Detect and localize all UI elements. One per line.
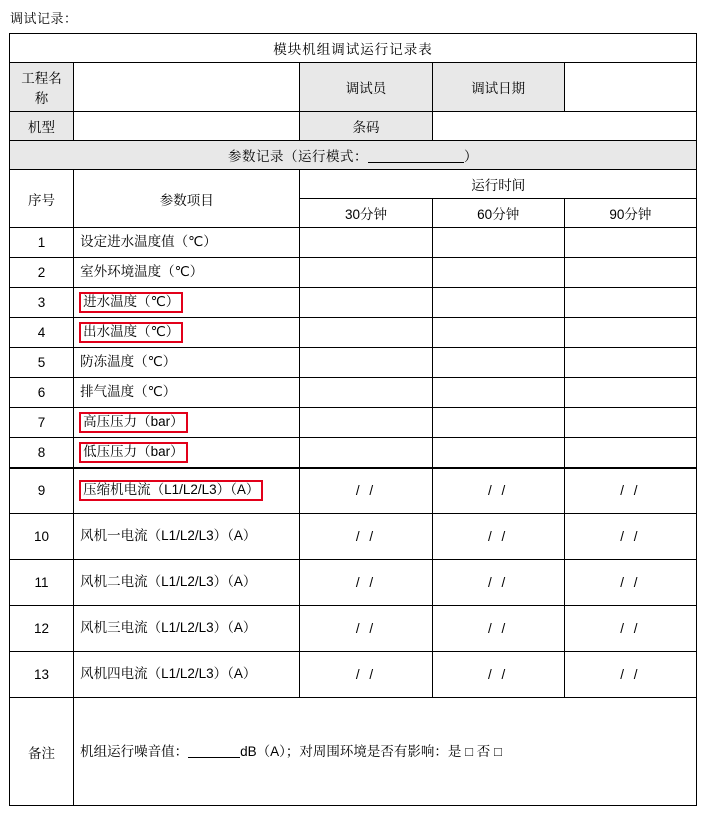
document-title-row <box>10 34 697 63</box>
project-name-field[interactable] <box>74 63 300 112</box>
row-value-60[interactable] <box>432 288 564 318</box>
row-item-label <box>74 652 300 698</box>
remark-content <box>74 698 697 806</box>
row-value-60[interactable] <box>432 318 564 348</box>
row-value-90[interactable]: / / <box>564 514 696 560</box>
row-item-text-highlighted: 出水温度（℃） <box>80 323 182 342</box>
row-item-text: 风机一电流（L1/L2/L3）（A） <box>80 528 257 544</box>
row-item-label <box>74 606 300 652</box>
row-no: 10 <box>10 514 74 560</box>
row-item-text: 风机四电流（L1/L2/L3）（A） <box>80 666 257 682</box>
row-value-90[interactable] <box>564 438 696 468</box>
row-value-90[interactable] <box>564 258 696 288</box>
impact-no-checkbox[interactable]: □ <box>494 743 502 759</box>
row-value-90[interactable] <box>564 348 696 378</box>
debug-record-table <box>9 33 697 806</box>
row-item-text: 风机三电流（L1/L2/L3）（A） <box>80 620 257 636</box>
row-value-60[interactable] <box>432 378 564 408</box>
header-row-1 <box>10 63 697 112</box>
row-item-label <box>74 378 300 408</box>
row-value-90[interactable] <box>564 408 696 438</box>
parameter-section-bar <box>10 141 697 170</box>
row-item-text-highlighted: 进水温度（℃） <box>80 293 182 312</box>
noise-value-blank[interactable] <box>188 757 240 758</box>
row-value-90[interactable]: / / <box>564 652 696 698</box>
row-value-30[interactable]: / / <box>300 652 432 698</box>
row-value-60[interactable] <box>432 348 564 378</box>
date-field[interactable] <box>564 63 696 112</box>
row-value-60[interactable]: / / <box>432 514 564 560</box>
row-item-label <box>74 560 300 606</box>
table-row <box>10 606 697 652</box>
row-value-60[interactable] <box>432 438 564 468</box>
row-value-90[interactable] <box>564 288 696 318</box>
row-item-label <box>74 438 300 468</box>
row-item-text: 室外环境温度（℃） <box>80 264 204 280</box>
row-value-90[interactable]: / / <box>564 606 696 652</box>
row-item-label <box>74 228 300 258</box>
remark-row <box>10 698 697 806</box>
row-value-30[interactable]: / / <box>300 560 432 606</box>
row-item-text: 设定进水温度值（℃） <box>80 234 217 250</box>
row-no: 8 <box>10 438 74 468</box>
header-row-2 <box>10 112 697 141</box>
table-row <box>10 560 697 606</box>
row-item-label <box>74 348 300 378</box>
row-item-text: 风机二电流（L1/L2/L3）（A） <box>80 574 257 590</box>
table-row <box>10 288 697 318</box>
row-no: 13 <box>10 652 74 698</box>
table-row <box>10 468 697 514</box>
row-item-text-highlighted: 压缩机电流（L1/L2/L3）（A） <box>80 481 262 500</box>
noise-value-label: 机组运行噪音值： <box>80 743 189 759</box>
row-value-60[interactable] <box>432 228 564 258</box>
row-value-30[interactable]: / / <box>300 514 432 560</box>
row-item-label <box>74 468 300 514</box>
col-header-item: 参数项目 <box>74 170 300 228</box>
row-value-30[interactable] <box>300 228 432 258</box>
row-item-text-highlighted: 高压压力（bar） <box>80 413 187 432</box>
row-value-90[interactable]: / / <box>564 468 696 514</box>
row-no: 9 <box>10 468 74 514</box>
row-no: 5 <box>10 348 74 378</box>
table-row <box>10 318 697 348</box>
row-value-90[interactable]: / / <box>564 560 696 606</box>
row-value-90[interactable] <box>564 318 696 348</box>
row-item-label <box>74 258 300 288</box>
tester-label: 调试员 <box>300 63 432 112</box>
row-item-text-highlighted: 低压压力（bar） <box>80 443 187 462</box>
barcode-field[interactable] <box>432 112 696 141</box>
impact-no-label: 否 <box>476 743 491 759</box>
row-no: 11 <box>10 560 74 606</box>
col-header-time-90: 90分钟 <box>564 199 696 228</box>
environment-impact-label: dB（A）；对周围环境是否有影响：是 <box>240 743 462 759</box>
col-header-runtime: 运行时间 <box>300 170 697 199</box>
row-value-30[interactable] <box>300 288 432 318</box>
table-row <box>10 438 697 468</box>
row-item-label <box>74 408 300 438</box>
row-value-60[interactable]: / / <box>432 560 564 606</box>
model-label: 机型 <box>10 112 74 141</box>
row-no: 7 <box>10 408 74 438</box>
table-row <box>10 652 697 698</box>
row-item-label <box>74 318 300 348</box>
row-value-30[interactable]: / / <box>300 606 432 652</box>
section-bar-prefix: 参数记录（运行模式： <box>228 149 368 164</box>
row-item-text: 防冻温度（℃） <box>80 354 177 370</box>
run-mode-blank[interactable] <box>368 162 464 163</box>
table-row <box>10 408 697 438</box>
remark-label: 备注 <box>10 698 74 806</box>
row-value-30[interactable] <box>300 258 432 288</box>
row-value-60[interactable]: / / <box>432 468 564 514</box>
project-name-label: 工程名称 <box>10 63 74 112</box>
table-row <box>10 514 697 560</box>
barcode-label: 条码 <box>300 112 432 141</box>
row-value-30[interactable] <box>300 348 432 378</box>
section-bar-row <box>10 141 697 170</box>
row-value-90[interactable] <box>564 378 696 408</box>
col-header-no: 序号 <box>10 170 74 228</box>
row-value-60[interactable]: / / <box>432 652 564 698</box>
col-header-time-30: 30分钟 <box>300 199 432 228</box>
row-value-30[interactable] <box>300 438 432 468</box>
row-value-60[interactable] <box>432 408 564 438</box>
model-field[interactable] <box>74 112 300 141</box>
row-no: 4 <box>10 318 74 348</box>
col-header-time-60: 60分钟 <box>432 199 564 228</box>
date-label: 调试日期 <box>432 63 564 112</box>
row-value-30[interactable] <box>300 318 432 348</box>
table-row <box>10 258 697 288</box>
table-row <box>10 348 697 378</box>
impact-yes-checkbox[interactable]: □ <box>465 743 473 759</box>
table-row <box>10 378 697 408</box>
row-no: 2 <box>10 258 74 288</box>
lead-label: 调试记录： <box>10 11 78 26</box>
row-value-30[interactable]: / / <box>300 468 432 514</box>
row-no: 6 <box>10 378 74 408</box>
row-value-30[interactable] <box>300 378 432 408</box>
document-title: 模块机组调试运行记录表 <box>10 34 697 63</box>
row-item-label <box>74 288 300 318</box>
row-value-90[interactable] <box>564 228 696 258</box>
table-row <box>10 228 697 258</box>
row-item-label <box>74 514 300 560</box>
row-value-60[interactable] <box>432 258 564 288</box>
row-value-60[interactable]: / / <box>432 606 564 652</box>
row-item-text: 排气温度（℃） <box>80 384 177 400</box>
section-bar-suffix: ） <box>464 149 478 164</box>
row-no: 1 <box>10 228 74 258</box>
row-no: 12 <box>10 606 74 652</box>
column-header-row-1 <box>10 170 697 199</box>
row-value-30[interactable] <box>300 408 432 438</box>
row-no: 3 <box>10 288 74 318</box>
